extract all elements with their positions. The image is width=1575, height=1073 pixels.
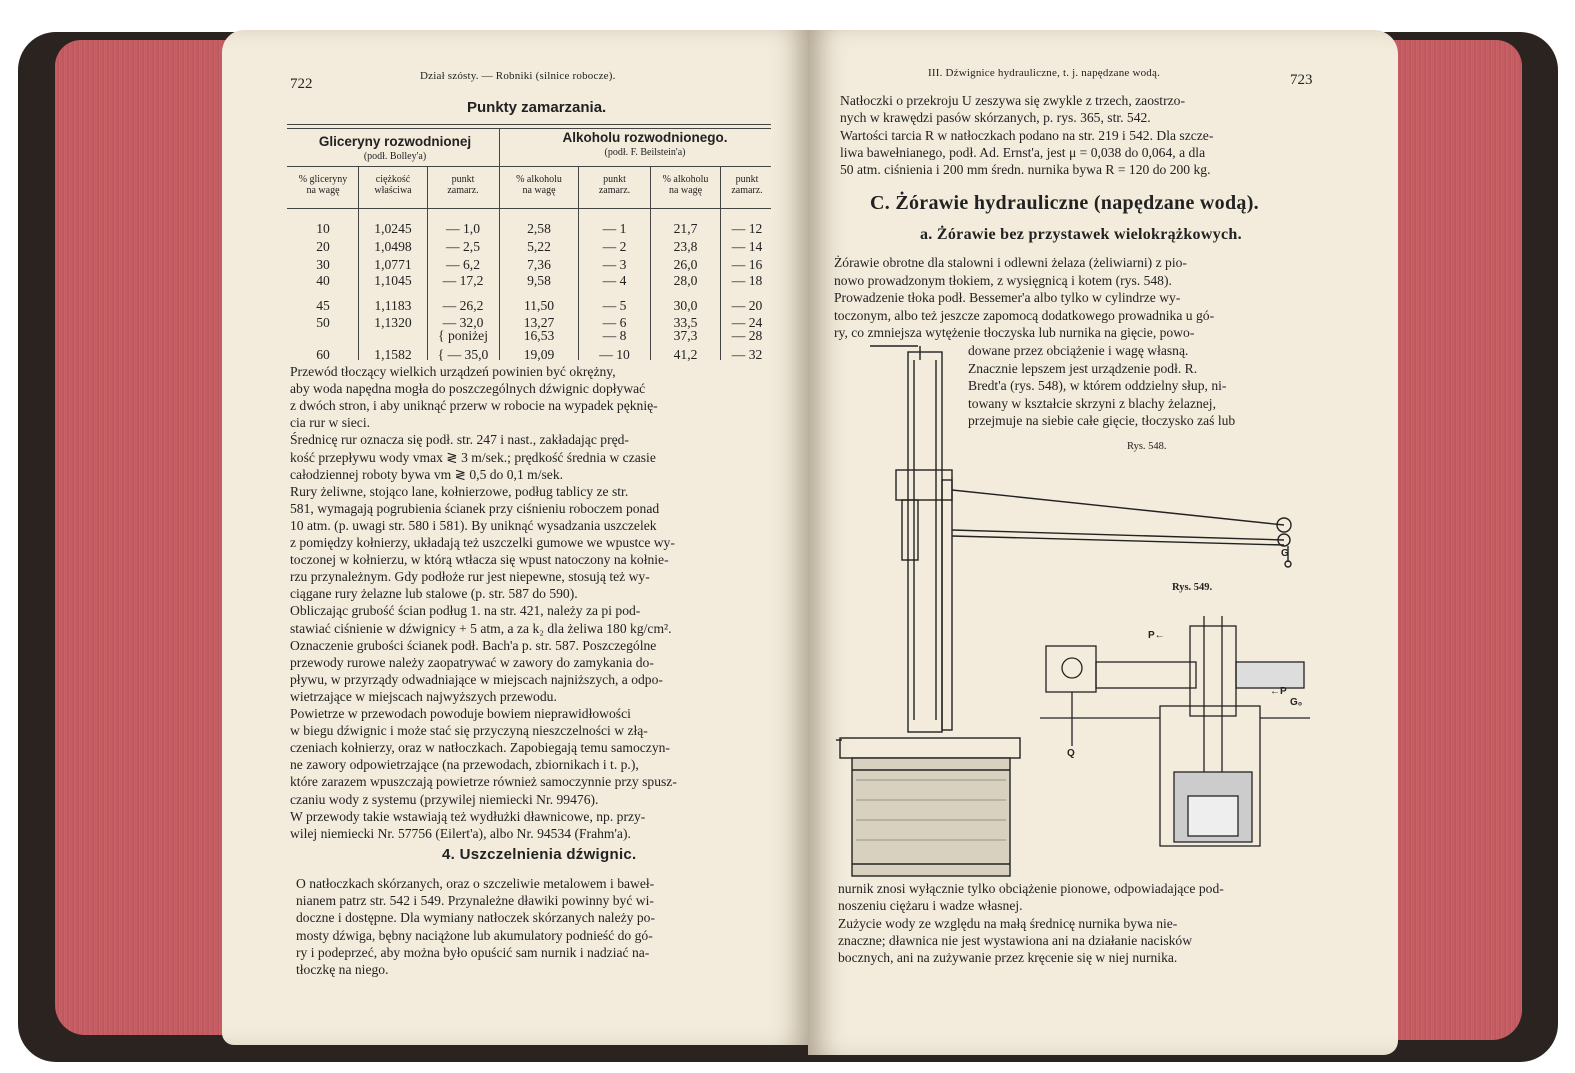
- table-cell: — 32: [731, 347, 763, 362]
- text-line: toczonej w kołnierzu, w którą wtłacza się wpust natoczony na kołnie-: [290, 552, 669, 568]
- text-line: przewody rurowe należy zaopatrywać w zawory do zamykania do-: [290, 654, 654, 670]
- text-line: Obliczając grubość ścian podług 1. na str. 421, należy za pi pod-: [290, 603, 641, 619]
- group2-source: (podł. F. Beilstein'a): [604, 147, 686, 158]
- text-line: cia rur w sieci.: [290, 415, 371, 431]
- table-cell: — 1,0: [446, 221, 480, 236]
- text-line: nych w krawędzi pasów skórzanych, p. rys. 365, str. 542.: [840, 110, 1151, 126]
- text-line: ry, co zmniejsza wytężenie tłoczyska lub nurnika na gięcie, powo-: [834, 325, 1195, 341]
- heading-a: a. Żórawie bez przystawek wielokrążkowych.: [920, 226, 1242, 243]
- text-line: przejmuje na siebie całe gięcie, tłoczysko zaś lub: [968, 413, 1236, 429]
- table-cell: — 10: [599, 347, 630, 362]
- table-column-header: ciężkość właściwa: [374, 174, 412, 196]
- text-line: pływu, w przyrządy odwadniające w miejscach najniższych, a odpo-: [290, 671, 663, 687]
- table-cell: 23,8: [673, 239, 698, 254]
- table-cell: — 6: [602, 315, 627, 330]
- text-line: aby woda napędna mogła do poszczególnych dźwignic dopływać: [290, 381, 646, 397]
- text-line: noszeniu ciężaru i wadze własnej.: [838, 898, 1023, 914]
- text-line: nianem patrz str. 542 i 549. Przynależne dławiki powinny być wi-: [296, 893, 654, 909]
- text-line: ciągane rury żelazne lub stalowe (p. str. 587 do 590).: [290, 586, 578, 602]
- table-cell: 16,53: [523, 328, 555, 343]
- table-top-rule-2: [287, 128, 771, 129]
- table-cell: — 20: [731, 298, 763, 313]
- group1-source: (podł. Bolley'a): [363, 151, 427, 162]
- text-line: znaczne; dławnica nie jest wystawiona ani na działanie nacisków: [838, 932, 1193, 948]
- text-line: Natłoczki o przekroju U zeszywa się zwykle z trzech, zaostrzo-: [840, 93, 1185, 108]
- table-cell: 26,0: [673, 257, 698, 272]
- table-cell: 1,0771: [374, 257, 412, 272]
- table-cell: 21,7: [673, 221, 698, 236]
- text-line: ry i podeprzeć, aby można było opuścić sam nurnik i nadziać na-: [296, 944, 650, 960]
- text-line: Żórawie obrotne dla stalowni i odlewni żelaza (żeliwiarni) z pio-: [834, 255, 1187, 270]
- table-cell: — 3: [602, 257, 627, 272]
- table-column-header: % alkoholu na wagę: [662, 174, 709, 196]
- table-cell: { poniżej: [438, 328, 488, 343]
- figure-549-section: [1040, 596, 1320, 866]
- table-cell: — 2: [602, 239, 627, 254]
- table-group-rule: [287, 166, 771, 167]
- text-line: z dwóch stron, i aby uniknąć przerw w robocie na wypadek pęknię-: [290, 398, 658, 414]
- table-cell: — 28: [731, 328, 763, 343]
- table-header-rule: [287, 208, 771, 209]
- text-line: O natłoczkach skórzanych, oraz o szczeliwie metalowem i baweł-: [296, 876, 655, 891]
- text-line: nurnik znosi wyłącznie tylko obciążenie pionowe, odpowiadające pod-: [838, 881, 1224, 896]
- text-line: w biegu dźwignic i może stać się przyczyną nieszczelności w złą-: [290, 723, 648, 739]
- text-line: całodziennej roboty bywa vm ≷ 0,5 do 0,1 m/sek.: [290, 466, 564, 482]
- table-cell: — 2,5: [446, 239, 480, 254]
- text-line: czaniu wody z systemu (przywilej niemiecki Nr. 99476).: [290, 791, 599, 807]
- text-line: kość przepływu wody vmax ≷ 3 m/sek.; prędkość średnia w czasie: [290, 449, 656, 465]
- figure-549-caption: Rys. 549.: [1172, 582, 1213, 593]
- table-cell: 1,1320: [374, 315, 412, 330]
- label-g: G: [1281, 548, 1289, 559]
- right-running-head: III. Dźwignice hydrauliczne, t. j. napędzane wodą.: [928, 67, 1161, 79]
- figure-548-caption: Rys. 548.: [1127, 441, 1167, 452]
- text-line: Wartości tarcia R w natłoczkach podano na str. 219 i 542. Dla szcze-: [840, 127, 1214, 143]
- label-p1: P←: [1148, 630, 1165, 641]
- right-page-number: 723: [1290, 72, 1313, 88]
- text-line: dowane przez obciążenie i wagę własną.: [968, 343, 1189, 358]
- group1-title: Gliceryny rozwodnionej: [318, 134, 472, 149]
- text-line: stawiać ciśnienie w dźwignicy + 5 atm, a za k₂ dla żeliwa 180 kg/cm².: [290, 620, 672, 636]
- text-line: które zarazem wpuszczają powietrze również samoczynnie przy spusz-: [290, 774, 677, 790]
- table-cell: — 4: [602, 273, 627, 288]
- table-cell: 41,2: [673, 347, 698, 362]
- table-cell: 9,58: [527, 273, 551, 288]
- page-edges-left: [55, 40, 240, 1035]
- table-cell: — 16: [731, 257, 763, 272]
- table-cell: — 8: [602, 328, 627, 343]
- table-cell: — 14: [731, 239, 763, 254]
- text-line: 50 atm. ciśnienia i 200 mm średn. nurnika bywa R = 120 do 200 kg.: [840, 162, 1211, 178]
- table-top-rule: [287, 124, 771, 125]
- table-cell: 37,3: [673, 328, 698, 343]
- text-line: towany w kształcie skrzyni z blachy żelaznej,: [968, 395, 1216, 411]
- left-running-head: Dział szósty. — Robniki (silnice robocze).: [420, 70, 616, 82]
- text-line: toczonym, albo też jeszcze zapomocą dodatkowego prowadnika u gó-: [834, 307, 1215, 323]
- table-column-header: punkt zamarz.: [598, 174, 631, 196]
- text-line: ne zawory odpowietrzające (na przewodach, zbiornikach i t. p.),: [290, 757, 639, 773]
- table-column-header: % gliceryny na wagę: [298, 174, 348, 196]
- group2-title: Alkoholu rozwodnionego.: [562, 130, 728, 145]
- table-cell: — 12: [731, 221, 763, 236]
- table-cell: 30: [316, 257, 330, 272]
- heading-c: C. Żórawie hydrauliczne (napędzane wodą).: [870, 192, 1259, 214]
- table-cell: — 17,2: [442, 273, 484, 288]
- table-cell: 1,1582: [374, 347, 412, 362]
- text-line: tłoczkę na niego.: [296, 962, 389, 977]
- section-heading-4: 4. Uszczelnienia dźwignic.: [442, 846, 637, 863]
- label-p2: ←P: [1270, 686, 1287, 697]
- text-line: Średnicę rur oznacza się podł. str. 247 i nast., zakładając pręd-: [290, 432, 629, 448]
- table-cell: — 26,2: [442, 298, 484, 313]
- text-line: 10 atm. (p. uwagi str. 580 i 581). By uniknąć wysadzania uszczelek: [290, 517, 657, 533]
- table-cell: — 5: [602, 298, 627, 313]
- table-cell: 30,0: [673, 298, 698, 313]
- text-line: czeniach kołnierzy, oraz w natłoczkach. Zapobiegają temu samoczyn-: [290, 740, 670, 756]
- text-line: nowo prowadzonym tłokiem, z wysięgnicą i kotem (rys. 548).: [834, 272, 1172, 288]
- table-cell: 20: [316, 239, 330, 254]
- table-column-header: % alkoholu na wagę: [516, 174, 562, 196]
- table-cell: 1,1183: [374, 298, 412, 313]
- table-cell: 2,58: [527, 221, 551, 236]
- table-cell: 50: [316, 315, 330, 330]
- table-cell: 40: [316, 273, 330, 288]
- table-column-header: punkt zamarz.: [447, 174, 479, 196]
- text-line: Zużycie wody ze względu na małą średnicę nurnika bywa nie-: [838, 915, 1178, 931]
- text-line: Oznaczenie grubości ścianek podł. Bach'a p. str. 587. Poszczególne: [290, 637, 657, 653]
- text-line: wietrzające w miejscach najwyższych przewodu.: [290, 688, 557, 704]
- table-cell: 5,22: [527, 239, 551, 254]
- label-q: Q: [1067, 748, 1075, 759]
- table-cell: 11,50: [523, 298, 555, 313]
- text-line: W przewody takie wstawiają też wydłużki dławnicowe, np. przy-: [290, 808, 646, 824]
- table-cell: 1,0245: [374, 221, 412, 236]
- text-line: z pomiędzy kołnierzy, układają też uszczelki gumowe we wpustce wy-: [290, 535, 675, 550]
- text-line: 581, wymagają pogrubienia ścianek przy ciśnieniu roboczem ponad: [290, 500, 660, 516]
- table-cell: 13,27: [523, 315, 555, 330]
- text-line: Przewód tłoczący wielkich urządzeń powinien być okrężny,: [290, 364, 616, 379]
- table-title: Punkty zamarzania.: [467, 99, 607, 116]
- table-cell: 45: [316, 298, 330, 313]
- table-cell: 60: [316, 347, 330, 362]
- table-column-header: punkt zamarz.: [731, 174, 763, 196]
- left-page-number: 722: [290, 76, 313, 92]
- table-cell: 1,1045: [374, 273, 412, 288]
- text-line: Prowadzenie tłoka podł. Bessemer'a albo tylko w cylindrze wy-: [834, 290, 1181, 306]
- table-cell: — 1: [602, 221, 627, 236]
- table-cell: 10: [316, 221, 330, 236]
- table-cell: 19,09: [523, 347, 555, 362]
- table-cell: — 32,0: [442, 315, 484, 330]
- text-line: Powietrze w przewodach powoduje bowiem nieprawidłowości: [290, 706, 631, 721]
- table-cell: { — 35,0: [437, 347, 489, 362]
- table-cell: 33,5: [673, 315, 698, 330]
- table-cell: — 6,2: [446, 257, 480, 272]
- table-cell: 28,0: [673, 273, 698, 288]
- text-line: Rury żeliwne, stojąco lane, kołnierzowe, podług tablicy ze str.: [290, 483, 629, 499]
- text-line: Bredt'a (rys. 548), w którem oddzielny słup, ni-: [968, 378, 1227, 394]
- table-cell: 1,0498: [374, 239, 412, 254]
- text-line: wilej niemiecki Nr. 57756 (Eilert'a), albo Nr. 94534 (Frahm'a).: [290, 825, 631, 841]
- text-line: Znacznie lepszem jest urządzenie podł. R.: [968, 360, 1198, 376]
- table-cell: 7,36: [527, 257, 551, 272]
- text-line: bocznych, ani na zużywanie przez kręcenie się w niej nurnika.: [838, 950, 1178, 966]
- text-line: mosty dźwiga, bębny naciążone lub akumulatory podnieść do gó-: [296, 927, 653, 943]
- label-go: G₀: [1290, 697, 1303, 708]
- table-cell: — 24: [731, 315, 763, 330]
- text-line: liwa bawełnianego, podł. Ad. Ernst'a, jest μ = 0,038 do 0,064, a dla: [840, 144, 1206, 160]
- table-cell: — 18: [731, 273, 763, 288]
- text-line: doczne i dostępne. Dla wymiany natłoczek skórzanych należy po-: [296, 910, 655, 926]
- text-line: rzu przynależnym. Gdy podłoże rur jest niepewne, stosują też wy-: [290, 569, 650, 585]
